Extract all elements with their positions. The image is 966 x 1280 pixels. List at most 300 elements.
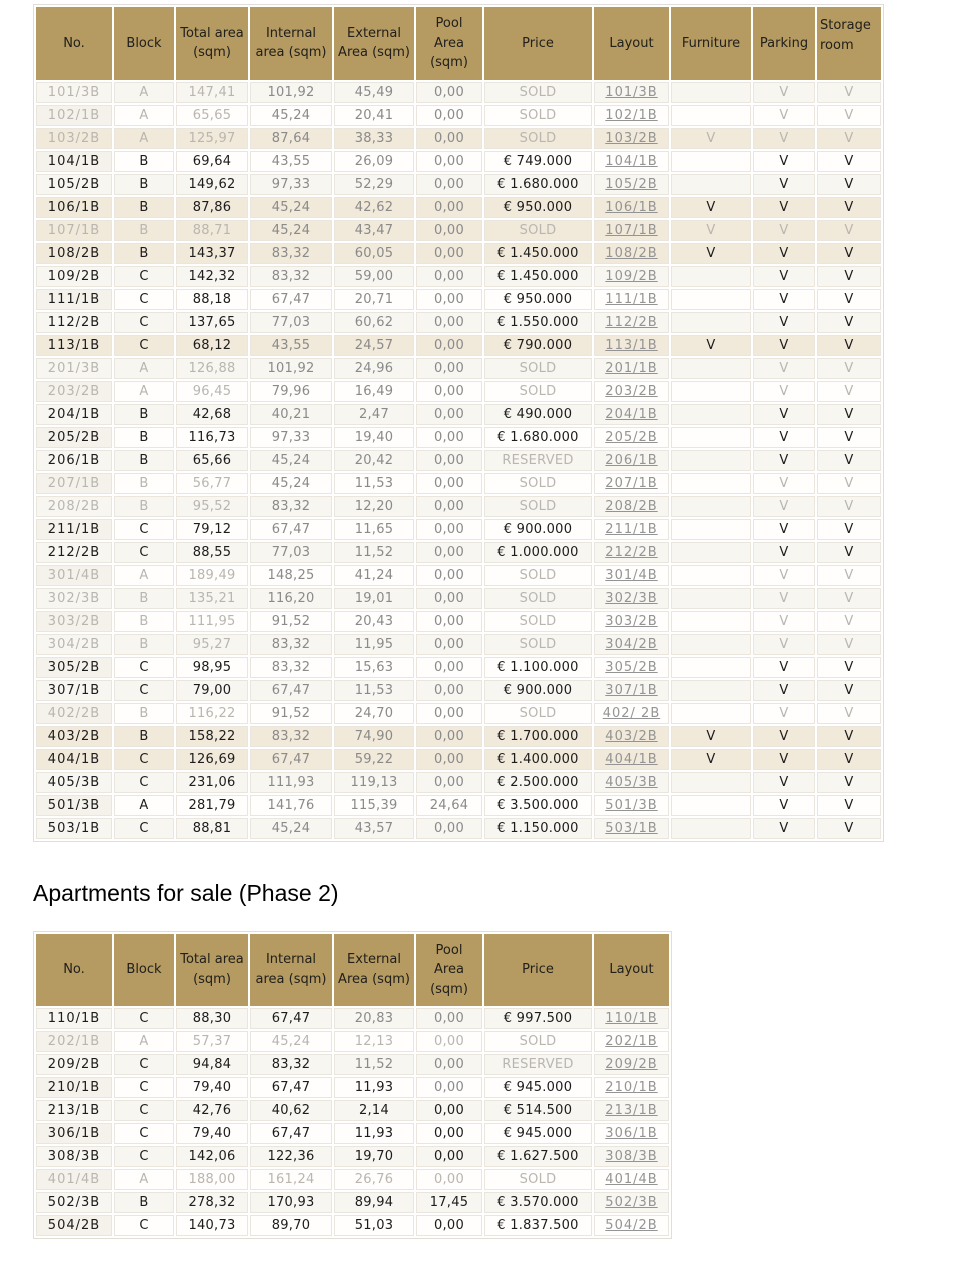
cell-no: 404/1B (36, 749, 112, 770)
cell-price: SOLD (484, 703, 592, 724)
storage-check: V (817, 703, 881, 724)
column-header-no: No. (36, 934, 112, 1007)
cell-layout (594, 427, 669, 448)
cell-internal: 83,32 (250, 266, 332, 287)
cell-pool: 24,64 (416, 795, 482, 816)
layout-link[interactable]: 207/1B (605, 475, 658, 491)
apartment-row (36, 496, 881, 517)
cell-block: C (114, 1123, 174, 1144)
layout-link[interactable]: 108/2B (605, 245, 658, 261)
cell-furniture (671, 105, 751, 126)
storage-check: V (817, 726, 881, 747)
cell-layout (594, 657, 669, 678)
cell-price: SOLD (484, 381, 592, 402)
cell-no: 113/1B (36, 335, 112, 356)
cell-external: 11,53 (334, 473, 414, 494)
cell-internal: 97,33 (250, 427, 332, 448)
cell-block: B (114, 450, 174, 471)
cell-total: 79,40 (176, 1123, 248, 1144)
cell-block: C (114, 680, 174, 701)
cell-pool: 0,00 (416, 358, 482, 379)
layout-link[interactable]: 107/1B (605, 222, 658, 238)
cell-block: B (114, 496, 174, 517)
cell-pool: 0,00 (416, 197, 482, 218)
cell-no: 209/2B (36, 1054, 112, 1075)
layout-link[interactable]: 103/2B (605, 130, 658, 146)
cell-furniture (671, 611, 751, 632)
cell-price: € 1.700.000 (484, 726, 592, 747)
apartment-row (36, 634, 881, 655)
storage-check: V (817, 289, 881, 310)
cell-layout (594, 266, 669, 287)
cell-price: SOLD (484, 220, 592, 241)
cell-block: C (114, 1100, 174, 1121)
cell-external: 12,20 (334, 496, 414, 517)
cell-total: 143,37 (176, 243, 248, 264)
cell-internal: 141,76 (250, 795, 332, 816)
cell-price: SOLD (484, 588, 592, 609)
cell-total: 88,55 (176, 542, 248, 563)
cell-total: 88,81 (176, 818, 248, 839)
cell-total: 189,49 (176, 565, 248, 586)
cell-furniture (671, 542, 751, 563)
column-header-internal: Internal area (sqm) (250, 7, 332, 80)
layout-link[interactable]: 113/1B (605, 337, 658, 353)
column-header-external: External Area (sqm) (334, 934, 414, 1007)
storage-check: V (817, 312, 881, 333)
apartment-row (36, 1031, 669, 1052)
cell-external: 43,47 (334, 220, 414, 241)
storage-check: V (817, 335, 881, 356)
storage-check: V (817, 243, 881, 264)
cell-external: 19,01 (334, 588, 414, 609)
cell-total: 126,69 (176, 749, 248, 770)
layout-link[interactable]: 208/2B (605, 498, 658, 514)
layout-link[interactable]: 303/2B (605, 613, 658, 629)
cell-total: 65,65 (176, 105, 248, 126)
cell-block: C (114, 1146, 174, 1167)
apartment-row (36, 818, 881, 839)
cell-layout (594, 726, 669, 747)
cell-layout (594, 473, 669, 494)
apartment-row (36, 519, 881, 540)
cell-total: 137,65 (176, 312, 248, 333)
apartment-row (36, 220, 881, 241)
cell-total: 278,32 (176, 1192, 248, 1213)
cell-price: RESERVED (484, 450, 592, 471)
cell-pool: 0,00 (416, 818, 482, 839)
cell-layout (594, 450, 669, 471)
storage-check: V (817, 634, 881, 655)
cell-layout (594, 542, 669, 563)
cell-block: A (114, 565, 174, 586)
cell-internal: 83,32 (250, 634, 332, 655)
cell-layout (594, 1192, 669, 1213)
cell-total: 42,68 (176, 404, 248, 425)
cell-price: € 1.100.000 (484, 657, 592, 678)
layout-link[interactable]: 404/1B (605, 751, 658, 767)
cell-block: B (114, 404, 174, 425)
cell-total: 68,12 (176, 335, 248, 356)
apartment-row (36, 427, 881, 448)
parking-check: V (753, 427, 815, 448)
cell-total: 79,12 (176, 519, 248, 540)
cell-price: SOLD (484, 611, 592, 632)
parking-check: V (753, 680, 815, 701)
cell-total: 158,22 (176, 726, 248, 747)
furniture-check: V (671, 128, 751, 149)
cell-layout (594, 1054, 669, 1075)
cell-internal: 45,24 (250, 818, 332, 839)
header-row (36, 934, 669, 1007)
cell-no: 203/2B (36, 381, 112, 402)
layout-link[interactable]: 403/2B (605, 728, 658, 744)
cell-no: 303/2B (36, 611, 112, 632)
cell-total: 116,73 (176, 427, 248, 448)
cell-price: € 2.500.000 (484, 772, 592, 793)
cell-no: 304/2B (36, 634, 112, 655)
layout-link[interactable]: 102/1B (605, 107, 658, 123)
cell-furniture (671, 358, 751, 379)
layout-link[interactable]: 203/2B (605, 383, 658, 399)
cell-external: 11,53 (334, 680, 414, 701)
parking-check: V (753, 243, 815, 264)
cell-external: 38,33 (334, 128, 414, 149)
storage-check: V (817, 542, 881, 563)
cell-external: 11,52 (334, 542, 414, 563)
cell-layout (594, 496, 669, 517)
cell-external: 45,49 (334, 82, 414, 103)
cell-furniture (671, 588, 751, 609)
layout-link[interactable]: 503/1B (605, 820, 658, 836)
apartment-row (36, 128, 881, 149)
cell-layout (594, 82, 669, 103)
cell-layout (594, 565, 669, 586)
storage-check: V (817, 450, 881, 471)
cell-price: SOLD (484, 128, 592, 149)
cell-pool: 0,00 (416, 611, 482, 632)
layout-link[interactable]: 301/4B (605, 567, 658, 583)
apartment-row (36, 542, 881, 563)
cell-total: 56,77 (176, 473, 248, 494)
cell-external: 12,13 (334, 1031, 414, 1052)
column-header-block: Block (114, 7, 174, 80)
cell-layout (594, 404, 669, 425)
cell-block: C (114, 749, 174, 770)
cell-block: B (114, 243, 174, 264)
layout-link[interactable]: 402/ 2B (602, 705, 661, 721)
furniture-check: V (671, 220, 751, 241)
cell-internal: 67,47 (250, 1123, 332, 1144)
cell-price: SOLD (484, 565, 592, 586)
layout-link[interactable]: 306/1B (605, 1126, 658, 1141)
cell-price: RESERVED (484, 1054, 592, 1075)
cell-internal: 83,32 (250, 243, 332, 264)
storage-check: V (817, 381, 881, 402)
cell-external: 41,24 (334, 565, 414, 586)
cell-internal: 111,93 (250, 772, 332, 793)
cell-internal: 43,55 (250, 151, 332, 172)
apartment-row (36, 381, 881, 402)
furniture-check: V (671, 335, 751, 356)
cell-total: 79,40 (176, 1077, 248, 1098)
apartment-row (36, 565, 881, 586)
cell-internal: 101,92 (250, 358, 332, 379)
cell-layout (594, 1031, 669, 1052)
cell-block: A (114, 358, 174, 379)
cell-no: 204/1B (36, 404, 112, 425)
cell-furniture (671, 404, 751, 425)
storage-check: V (817, 473, 881, 494)
layout-link[interactable]: 206/1B (605, 452, 658, 468)
cell-pool: 0,00 (416, 1169, 482, 1190)
layout-link[interactable]: 110/1B (605, 1011, 658, 1026)
cell-internal: 170,93 (250, 1192, 332, 1213)
cell-internal: 67,47 (250, 680, 332, 701)
cell-block: C (114, 1077, 174, 1098)
cell-block: C (114, 335, 174, 356)
cell-external: 2,47 (334, 404, 414, 425)
cell-total: 87,86 (176, 197, 248, 218)
layout-link[interactable]: 106/1B (605, 199, 658, 215)
layout-link[interactable]: 302/3B (605, 590, 658, 606)
cell-no: 501/3B (36, 795, 112, 816)
cell-price: € 490.000 (484, 404, 592, 425)
cell-layout (594, 1077, 669, 1098)
cell-layout (594, 220, 669, 241)
apartment-row (36, 151, 881, 172)
cell-price: € 749.000 (484, 151, 592, 172)
cell-external: 19,40 (334, 427, 414, 448)
cell-external: 42,62 (334, 197, 414, 218)
cell-block: B (114, 611, 174, 632)
cell-layout (594, 749, 669, 770)
cell-internal: 67,47 (250, 1077, 332, 1098)
apartment-row (36, 266, 881, 287)
column-header-block: Block (114, 934, 174, 1007)
apartment-row (36, 312, 881, 333)
column-header-parking: Parking (753, 7, 815, 80)
cell-price: € 790.000 (484, 335, 592, 356)
cell-block: B (114, 197, 174, 218)
cell-internal: 122,36 (250, 1146, 332, 1167)
cell-external: 16,49 (334, 381, 414, 402)
apartment-row (36, 105, 881, 126)
layout-link[interactable]: 104/1B (605, 153, 658, 169)
cell-price: € 950.000 (484, 289, 592, 310)
cell-pool: 0,00 (416, 381, 482, 402)
cell-price: € 945.000 (484, 1123, 592, 1144)
cell-internal: 91,52 (250, 703, 332, 724)
cell-pool: 0,00 (416, 243, 482, 264)
cell-internal: 40,62 (250, 1100, 332, 1121)
cell-total: 142,32 (176, 266, 248, 287)
cell-pool: 0,00 (416, 289, 482, 310)
layout-link[interactable]: 304/2B (605, 636, 658, 652)
layout-link[interactable]: 213/1B (605, 1103, 658, 1118)
cell-total: 140,73 (176, 1215, 248, 1236)
cell-layout (594, 174, 669, 195)
parking-check: V (753, 128, 815, 149)
layout-link[interactable]: 210/1B (605, 1080, 658, 1095)
layout-link[interactable]: 305/2B (605, 659, 658, 675)
storage-check: V (817, 82, 881, 103)
storage-check: V (817, 128, 881, 149)
cell-pool: 0,00 (416, 680, 482, 701)
layout-link[interactable]: 308/3B (605, 1149, 658, 1164)
cell-no: 110/1B (36, 1008, 112, 1029)
parking-check: V (753, 151, 815, 172)
cell-external: 11,52 (334, 1054, 414, 1075)
layout-link[interactable]: 209/2B (605, 1057, 658, 1072)
cell-total: 88,30 (176, 1008, 248, 1029)
cell-pool: 0,00 (416, 519, 482, 540)
cell-block: C (114, 519, 174, 540)
layout-link[interactable]: 105/2B (605, 176, 658, 192)
layout-link[interactable]: 204/1B (605, 406, 658, 422)
layout-link[interactable]: 501/3B (605, 797, 658, 813)
cell-block: B (114, 726, 174, 747)
cell-internal: 77,03 (250, 542, 332, 563)
cell-pool: 0,00 (416, 450, 482, 471)
cell-pool: 0,00 (416, 634, 482, 655)
column-header-external: External Area (sqm) (334, 7, 414, 80)
parking-check: V (753, 565, 815, 586)
cell-price: € 3.570.000 (484, 1192, 592, 1213)
cell-layout (594, 358, 669, 379)
cell-pool: 0,00 (416, 1123, 482, 1144)
cell-external: 11,93 (334, 1123, 414, 1144)
storage-check: V (817, 197, 881, 218)
apartment-row (36, 1077, 669, 1098)
layout-link[interactable]: 112/2B (605, 314, 658, 330)
cell-price: SOLD (484, 473, 592, 494)
cell-no: 210/1B (36, 1077, 112, 1098)
cell-pool: 0,00 (416, 749, 482, 770)
layout-link[interactable]: 201/1B (605, 360, 658, 376)
cell-pool: 0,00 (416, 404, 482, 425)
cell-no: 212/2B (36, 542, 112, 563)
cell-external: 11,95 (334, 634, 414, 655)
cell-price: € 900.000 (484, 680, 592, 701)
parking-check: V (753, 726, 815, 747)
apartment-row (36, 1169, 669, 1190)
cell-layout (594, 312, 669, 333)
apartment-row (36, 404, 881, 425)
cell-total: 95,52 (176, 496, 248, 517)
layout-link[interactable]: 502/3B (605, 1195, 658, 1210)
parking-check: V (753, 105, 815, 126)
storage-check: V (817, 749, 881, 770)
cell-price: € 1.627.500 (484, 1146, 592, 1167)
cell-block: C (114, 266, 174, 287)
cell-no: 108/2B (36, 243, 112, 264)
cell-total: 116,22 (176, 703, 248, 724)
storage-check: V (817, 565, 881, 586)
cell-total: 79,00 (176, 680, 248, 701)
cell-internal: 83,32 (250, 1054, 332, 1075)
cell-external: 20,71 (334, 289, 414, 310)
cell-total: 42,76 (176, 1100, 248, 1121)
cell-total: 98,95 (176, 657, 248, 678)
cell-layout (594, 1008, 669, 1029)
cell-external: 20,83 (334, 1008, 414, 1029)
cell-no: 102/1B (36, 105, 112, 126)
cell-internal: 83,32 (250, 726, 332, 747)
layout-link[interactable]: 212/2B (605, 544, 658, 560)
layout-link[interactable]: 205/2B (605, 429, 658, 445)
column-header-pool: Pool Area (sqm) (416, 934, 482, 1007)
cell-pool: 0,00 (416, 726, 482, 747)
cell-external: 15,63 (334, 657, 414, 678)
layout-link[interactable]: 109/2B (605, 268, 658, 284)
phase2-table (33, 931, 672, 1240)
cell-layout (594, 1169, 669, 1190)
layout-link[interactable]: 405/3B (605, 774, 658, 790)
apartment-row (36, 726, 881, 747)
parking-check: V (753, 404, 815, 425)
storage-check: V (817, 519, 881, 540)
cell-pool: 0,00 (416, 105, 482, 126)
cell-pool: 0,00 (416, 220, 482, 241)
cell-price: € 1.550.000 (484, 312, 592, 333)
cell-price: € 1.400.000 (484, 749, 592, 770)
layout-link[interactable]: 111/1B (605, 291, 658, 307)
cell-block: A (114, 82, 174, 103)
phase2-body (36, 1008, 669, 1236)
cell-furniture (671, 151, 751, 172)
cell-furniture (671, 450, 751, 471)
column-header-total: Total area (sqm) (176, 934, 248, 1007)
cell-furniture (671, 772, 751, 793)
cell-furniture (671, 312, 751, 333)
apartment-row (36, 1146, 669, 1167)
cell-external: 20,43 (334, 611, 414, 632)
cell-layout (594, 151, 669, 172)
cell-external: 60,62 (334, 312, 414, 333)
cell-layout (594, 818, 669, 839)
column-header-price: Price (484, 934, 592, 1007)
apartment-row (36, 795, 881, 816)
cell-price: SOLD (484, 105, 592, 126)
cell-price: SOLD (484, 82, 592, 103)
apartment-row (36, 174, 881, 195)
cell-block: C (114, 1054, 174, 1075)
parking-check: V (753, 381, 815, 402)
cell-no: 405/3B (36, 772, 112, 793)
cell-layout (594, 795, 669, 816)
cell-no: 402/2B (36, 703, 112, 724)
cell-layout (594, 519, 669, 540)
cell-internal: 45,24 (250, 473, 332, 494)
layout-link[interactable]: 307/1B (605, 682, 658, 698)
cell-pool: 0,00 (416, 565, 482, 586)
layout-link[interactable]: 101/3B (605, 84, 658, 100)
cell-no: 201/3B (36, 358, 112, 379)
layout-link[interactable]: 401/4B (605, 1172, 658, 1187)
layout-link[interactable]: 504/2B (605, 1218, 658, 1233)
column-header-total: Total area (sqm) (176, 7, 248, 80)
cell-pool: 0,00 (416, 772, 482, 793)
cell-layout (594, 1123, 669, 1144)
cell-total: 65,66 (176, 450, 248, 471)
cell-furniture (671, 427, 751, 448)
layout-link[interactable]: 202/1B (605, 1034, 658, 1049)
cell-price: € 3.500.000 (484, 795, 592, 816)
layout-link[interactable]: 211/1B (605, 521, 658, 537)
apartment-row (36, 335, 881, 356)
cell-price: € 1.000.000 (484, 542, 592, 563)
